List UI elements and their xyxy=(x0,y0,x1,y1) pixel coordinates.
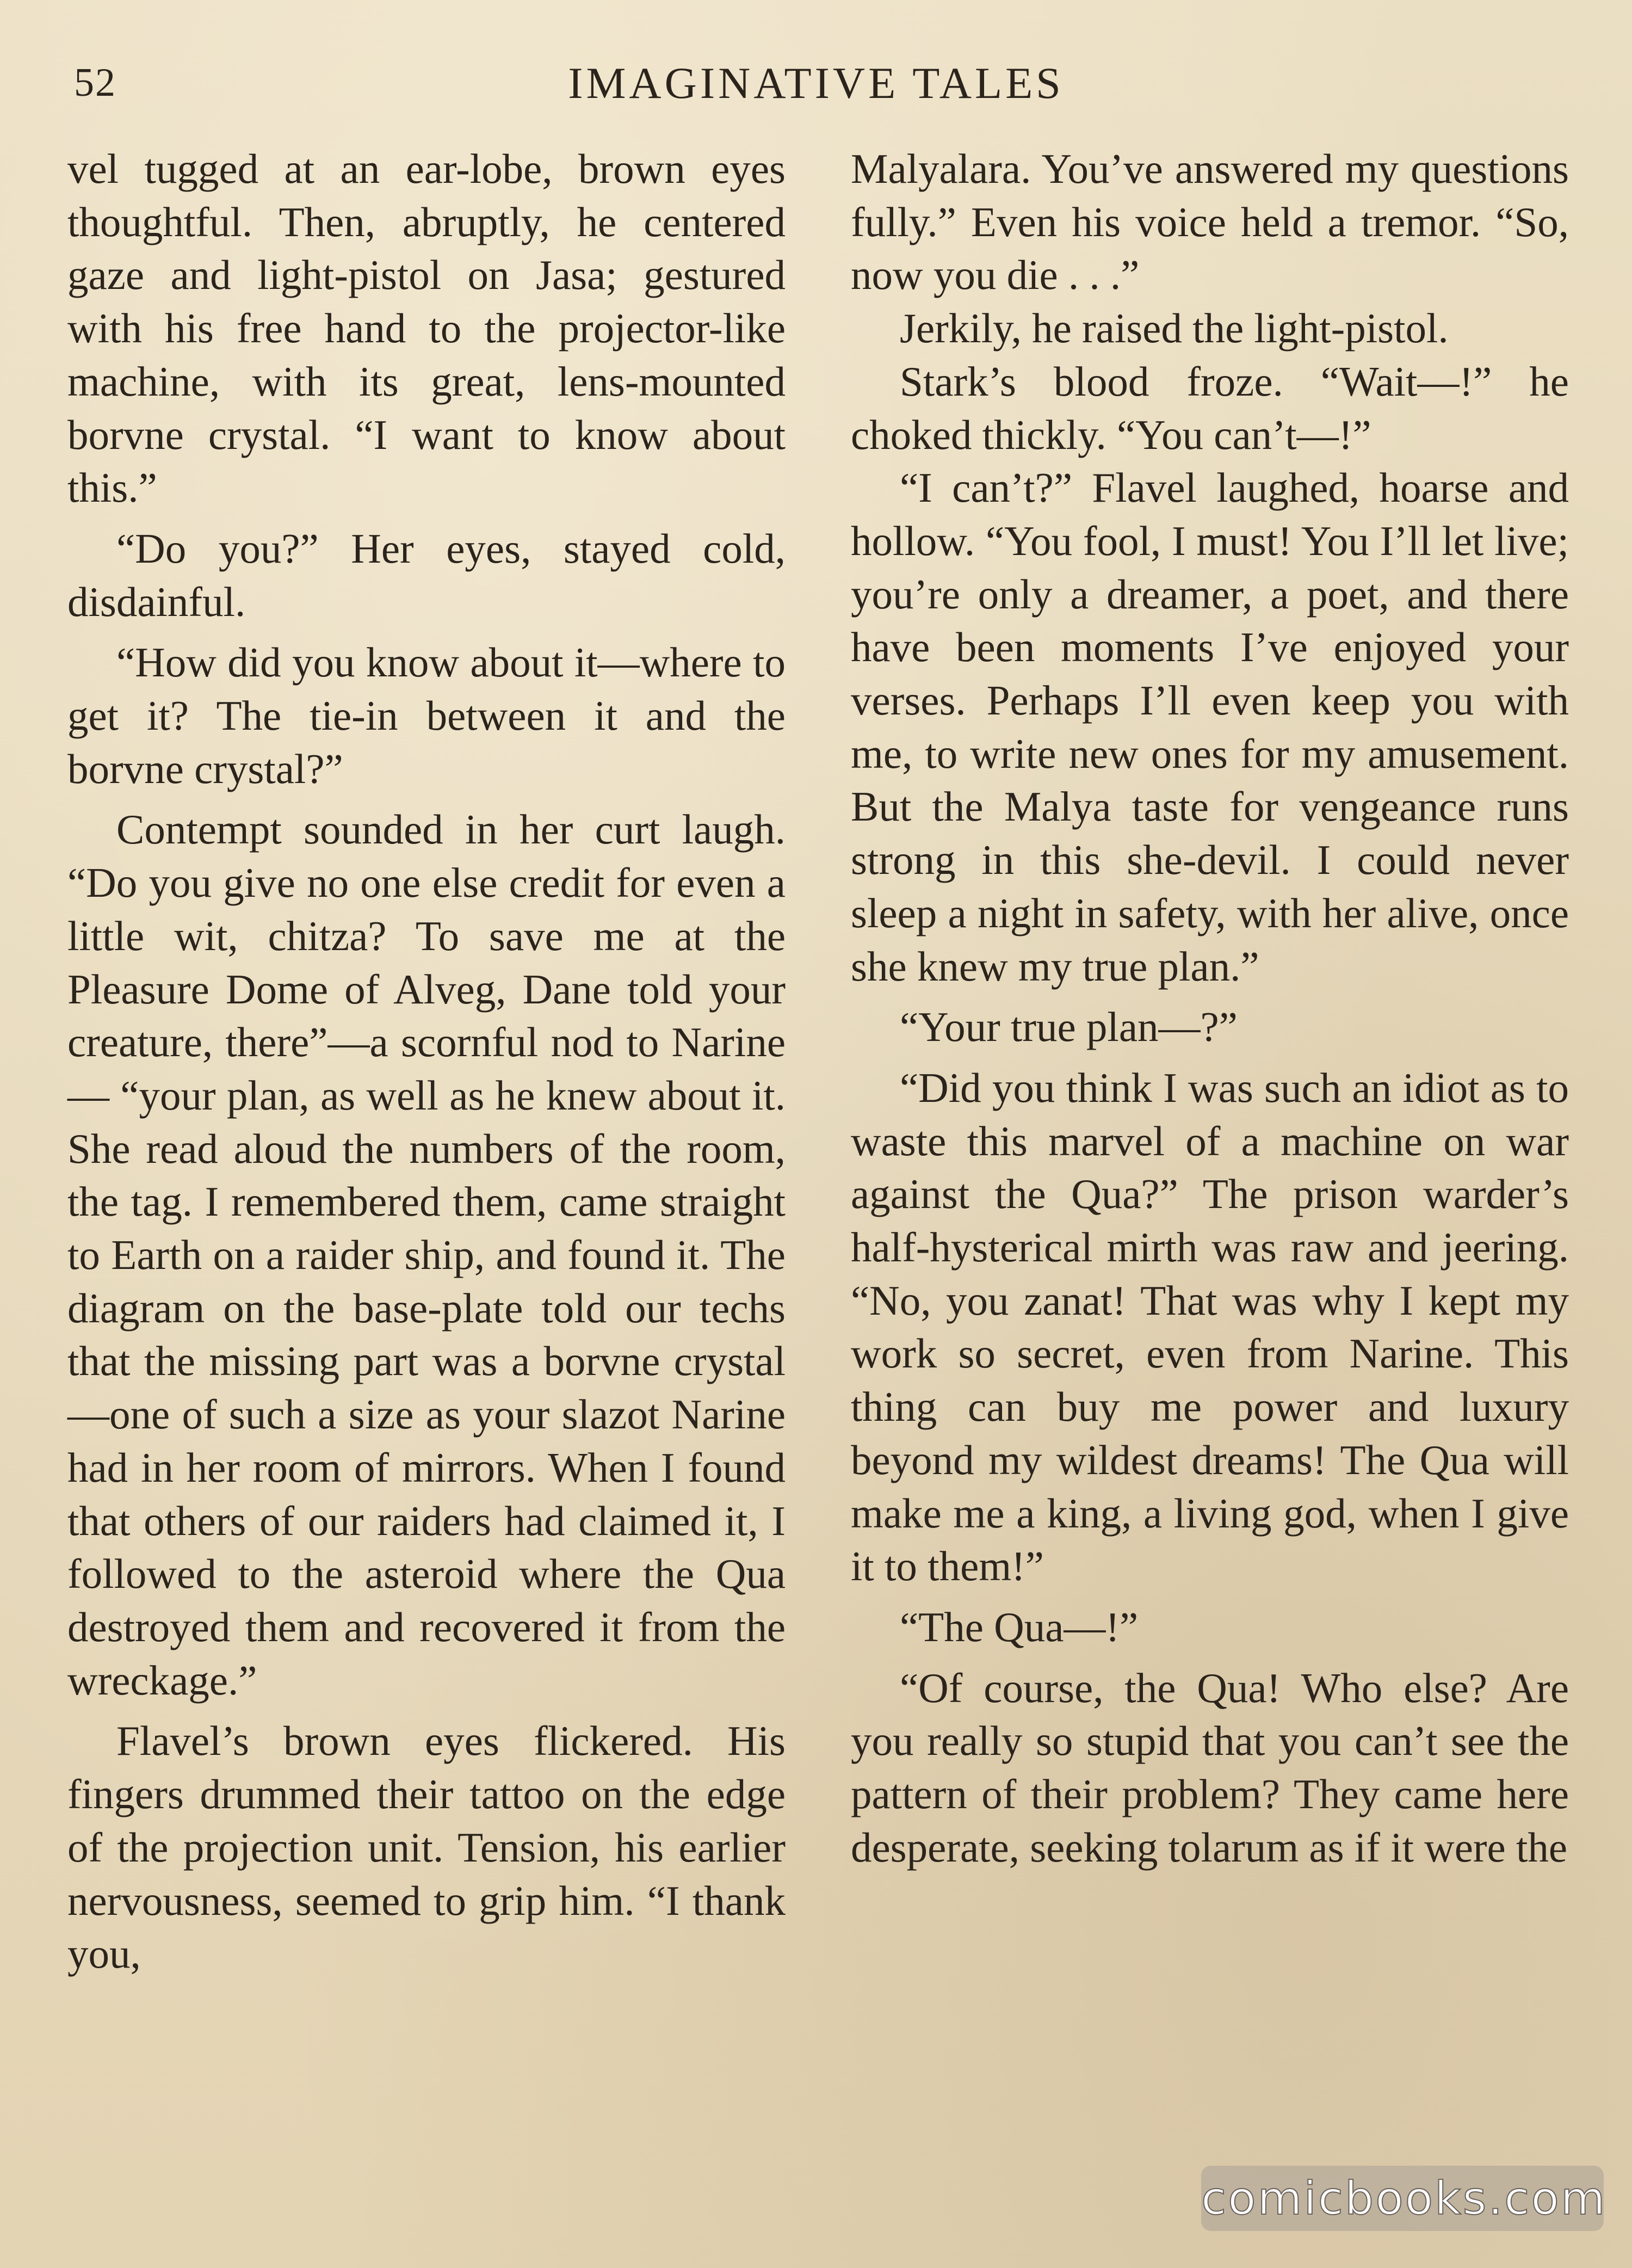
paragraph: “Of course, the Qua! Who else? Are you really so stupid that you can’t see the pattern of their problem? They came here desperate, seeking tolarum as if it were the xyxy=(851,1664,1569,1871)
paragraph: Flavel’s brown eyes flickered. His fingers drummed their tattoo on the edge of the projection unit. Tension, his earlier nervousness, seemed to grip him. “I thank you, xyxy=(67,1717,786,1977)
paragraph: “How did you know about it—where to get it? The tie-in between it and the borvne crystal?” xyxy=(67,639,786,792)
paragraph: Stark’s blood froze. “Wait—!” he choked thickly. “You can’t—!” xyxy=(851,358,1569,458)
paragraph: “The Qua—!” xyxy=(900,1603,1139,1650)
paragraph: Jerkily, he raised the light-pistol. xyxy=(900,305,1449,352)
running-title: IMAGINATIVE TALES xyxy=(568,58,1064,108)
paragraph: Contempt sounded in her curt laugh. “Do you give no one else credit for even a little wit, chitza? To save me at the Pleasure Dome of Alveg, Dane told your creature, there”—a scornful nod to Narine — “your plan, as well as he knew about it. She read aloud the numbers of the room, the tag. I remembered them, came straight to Earth on a raider ship, and found it. The diagram on the base-plate told our techs that the missing part was a borvne crystal—one of such a size as your slazot Narine had in her room of mirrors. When I found that others of our raiders had claimed it, I followed to the asteroid where the Qua destroyed them and recovered it from the wreckage.” xyxy=(67,806,786,1704)
right-column xyxy=(851,143,1569,1875)
paragraph: “Your true plan—?” xyxy=(900,1003,1238,1051)
paragraph: “I can’t?” Flavel laughed, hoarse and hollow. “You fool, I must! You I’ll let live; you’re only a dreamer, a poet, and there have been moments I’ve enjoyed your verses. Perhaps I’ll even keep you with me, to write new ones for my amusement. But the Malya taste for vengeance runs strong in this she-devil. I could never sleep a night in safety, with her alive, once she knew my true plan.” xyxy=(851,464,1569,990)
page-header xyxy=(0,54,1632,114)
page-number: 52 xyxy=(74,60,116,105)
paragraph: “Did you think I was such an idiot as to waste this marvel of a machine on war against the Qua?” The prison warder’s half-hysterical mirth was raw and jeering. “No, you zanat! That was why I kept my work so secret, even from Narine. This thing can buy me power and luxury beyond my wildest dreams! The Qua will make me a king, a living god, when I give it to them!” xyxy=(851,1064,1569,1590)
paragraph: Malyalara. You’ve answered my questions fully.” Even his voice held a tremor. “So, now you die . . .” xyxy=(851,145,1569,299)
left-column xyxy=(67,143,786,1981)
paragraph: “Do you?” Her eyes, stayed cold, disdainful. xyxy=(67,525,786,625)
watermark: comicbooks.com xyxy=(1201,2166,1604,2231)
paragraph: vel tugged at an ear-lobe, brown eyes thoughtful. Then, abruptly, he centered gaze and light-pistol on Jasa; gestured with his free hand to the projector-like machine, with its great, lens-mounted borvne crystal. “I want to know about this.” xyxy=(67,145,786,511)
